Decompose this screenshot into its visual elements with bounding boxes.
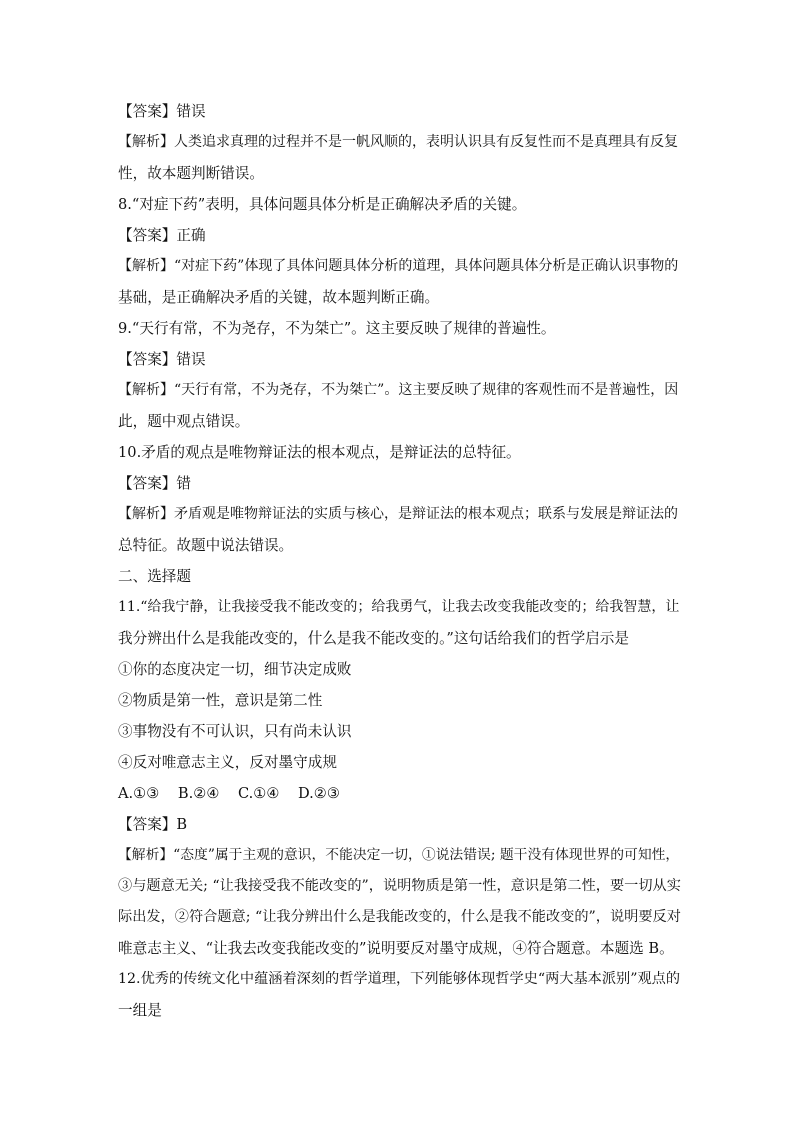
analysis-line: ③与题意无关; “让我接受我不能改变的”，说明物质是第一性，意识是第二性，要一切从实 [118,878,681,894]
analysis-line: 【解析】矛盾观是唯物辩证法的实质与核心，是辩证法的根本观点；联系与发展是辩证法的 [118,506,678,522]
option-item: ①你的态度决定一切，细节决定成败 [118,661,352,678]
analysis-line: 【解析】“对症下药”体现了具体问题具体分析的道理，具体问题具体分析是正确认识事物的 [118,258,679,274]
question-12: 一组是 [118,1002,162,1019]
analysis-line: 【解析】“天行有常，不为尧存，不为桀亡”。这主要反映了规律的客观性而不是普遍性，因 [118,382,679,398]
question-10: 10.矛盾的观点是唯物辩证法的根本观点，是辩证法的总特征。 [118,444,521,461]
question-9: 9.“天行有常，不为尧存，不为桀亡”。这主要反映了规律的普遍性。 [118,320,556,337]
answer-line: 【答案】错误 [118,103,206,120]
option-item: ③事物没有不可认识，只有尚未认识 [118,723,352,740]
analysis-line: 际出发，②符合题意; “让我分辨出什么是我能改变的，什么是我不能改变的”，说明要反对 [118,909,681,925]
analysis-line: 总特征。故题中说法错误。 [118,537,294,554]
analysis-line: 基础，是正确解决矛盾的关键，故本题判断正确。 [118,289,440,306]
section-heading: 二、选择题 [118,568,191,585]
option-item: ②物质是第一性，意识是第二性 [118,692,323,709]
answer-line: 【答案】错误 [118,351,206,368]
document-page [118,96,680,1026]
option-item: ④反对唯意志主义，反对墨守成规 [118,754,337,771]
analysis-line: 此，题中观点错误。 [118,413,250,430]
answer-line: 【答案】错 [118,475,191,492]
question-8: 8.“对症下药”表明，具体问题具体分析是正确解决矛盾的关键。 [118,196,527,213]
choice-options: A.①③ B.②④ C.①④ D.②③ [118,785,340,802]
answer-line: 【答案】正确 [118,227,206,244]
question-12: 12.优秀的传统文化中蕴涵着深刻的哲学道理，下列能够体现哲学史“两大基本派别”观点的 [118,971,681,987]
analysis-line: 唯意志主义、“让我去改变我能改变的”说明要反对墨守成规，④符合题意。本题选 B。 [118,940,674,957]
question-11: 11.“给我宁静，让我接受我不能改变的；给我勇气，让我去改变我能改变的；给我智慧，让 [118,599,680,615]
answer-line: 【答案】B [118,816,188,833]
analysis-line: 【解析】人类追求真理的过程并不是一帆风顺的，表明认识具有反复性而不是真理具有反复 [118,134,678,150]
analysis-line: 【解析】“态度”属于主观的意识，不能决定一切，①说法错误; 题干没有体现世界的可知性， [118,847,680,863]
question-11: 我分辨出什么是我能改变的，什么是我不能改变的。”这句话给我们的哲学启示是 [118,630,629,647]
analysis-line: 性，故本题判断错误。 [118,165,264,182]
